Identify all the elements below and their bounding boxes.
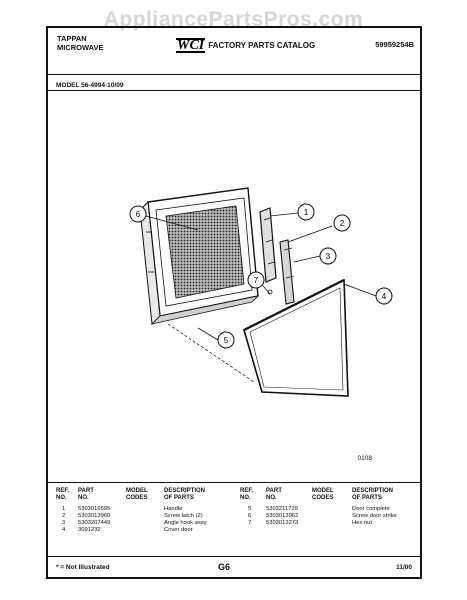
table-row-part: 5303013962 (266, 513, 299, 519)
description-header-right: DESCRIPTION OF PARTS (352, 488, 394, 501)
catalog-number: 59959254B (375, 40, 414, 49)
table-row-part: 5303211729 (266, 506, 298, 512)
table-row-part: 5303013273 (266, 520, 299, 526)
table-row-part: 5303207449 (78, 520, 111, 526)
model-label: MODEL 56-4994-10/09 (56, 82, 124, 89)
table-row-desc: Screw latch (2) (164, 513, 203, 519)
table-top-rule (48, 482, 420, 483)
table-row-desc: Handle (164, 506, 183, 512)
callout-5 (218, 332, 234, 348)
table-row-part: 5303013960 (78, 513, 111, 519)
svg-text:4: 4 (381, 292, 387, 301)
svg-text:3: 3 (325, 252, 331, 261)
model-codes-header: MODEL CODES (126, 488, 148, 501)
svg-text:7: 7 (253, 276, 259, 285)
page-number: G6 (218, 562, 231, 572)
table-row-ref: 1 (62, 506, 66, 512)
model-codes-header-right: MODEL CODES (312, 488, 334, 501)
callout-6 (130, 206, 146, 222)
part-no-header-right: PART NO. (266, 488, 282, 501)
table-row-ref: 6 (248, 513, 252, 519)
handle-drawing (260, 208, 276, 282)
wci-logo: WCI (177, 38, 205, 53)
table-row-part: 5303016595 (78, 506, 111, 512)
footer-rule (48, 556, 420, 557)
description-header: DESCRIPTION OF PARTS (164, 488, 206, 501)
table-row-ref: 3 (62, 520, 66, 526)
parts-catalog-page (46, 26, 422, 579)
table-row-ref: 5 (248, 506, 252, 512)
exploded-parts-diagram (48, 92, 420, 462)
svg-text:1: 1 (303, 208, 309, 217)
callout-3 (320, 248, 336, 264)
svg-text:2: 2 (339, 219, 345, 228)
watermark: AppliancePartsPros.com (103, 8, 364, 31)
door-assembly-drawing (140, 188, 258, 324)
table-row-part: 3091232 (78, 527, 101, 533)
part-no-header: PART NO. (78, 488, 94, 501)
revision-date: 11/00 (396, 564, 412, 571)
callout-7 (248, 272, 264, 288)
product-type: MICROWAVE (57, 43, 104, 52)
table-row-desc: Angle hook assy (164, 520, 207, 526)
table-row-ref: 7 (248, 520, 252, 526)
callout-2 (334, 215, 350, 231)
ref-no-header: REF. NO. (56, 488, 70, 501)
ref-no-header-right: REF. NO. (240, 488, 254, 501)
catalog-header (176, 38, 315, 53)
table-row-ref: 4 (62, 527, 66, 533)
table-row-desc: Hex nut (352, 520, 372, 526)
figure-number: 0108 (357, 455, 372, 462)
cover-door-drawing (244, 280, 348, 396)
callout-1 (298, 204, 314, 220)
svg-text:6: 6 (135, 210, 141, 219)
svg-text:5: 5 (223, 336, 229, 345)
header-rule (48, 74, 420, 75)
brand-block (57, 34, 104, 52)
table-row-desc: Door complete (352, 506, 390, 512)
callout-4 (376, 288, 392, 304)
catalog-title: FACTORY PARTS CATALOG (208, 41, 316, 50)
model-rule (48, 90, 420, 91)
table-row-desc: Screw door strike (352, 513, 397, 519)
brand-name: TAPPAN (57, 34, 87, 43)
table-row-desc: Cover door (164, 527, 193, 533)
not-illustrated-note: * = Not Illustrated (56, 564, 110, 571)
table-row-ref: 2 (62, 513, 66, 519)
